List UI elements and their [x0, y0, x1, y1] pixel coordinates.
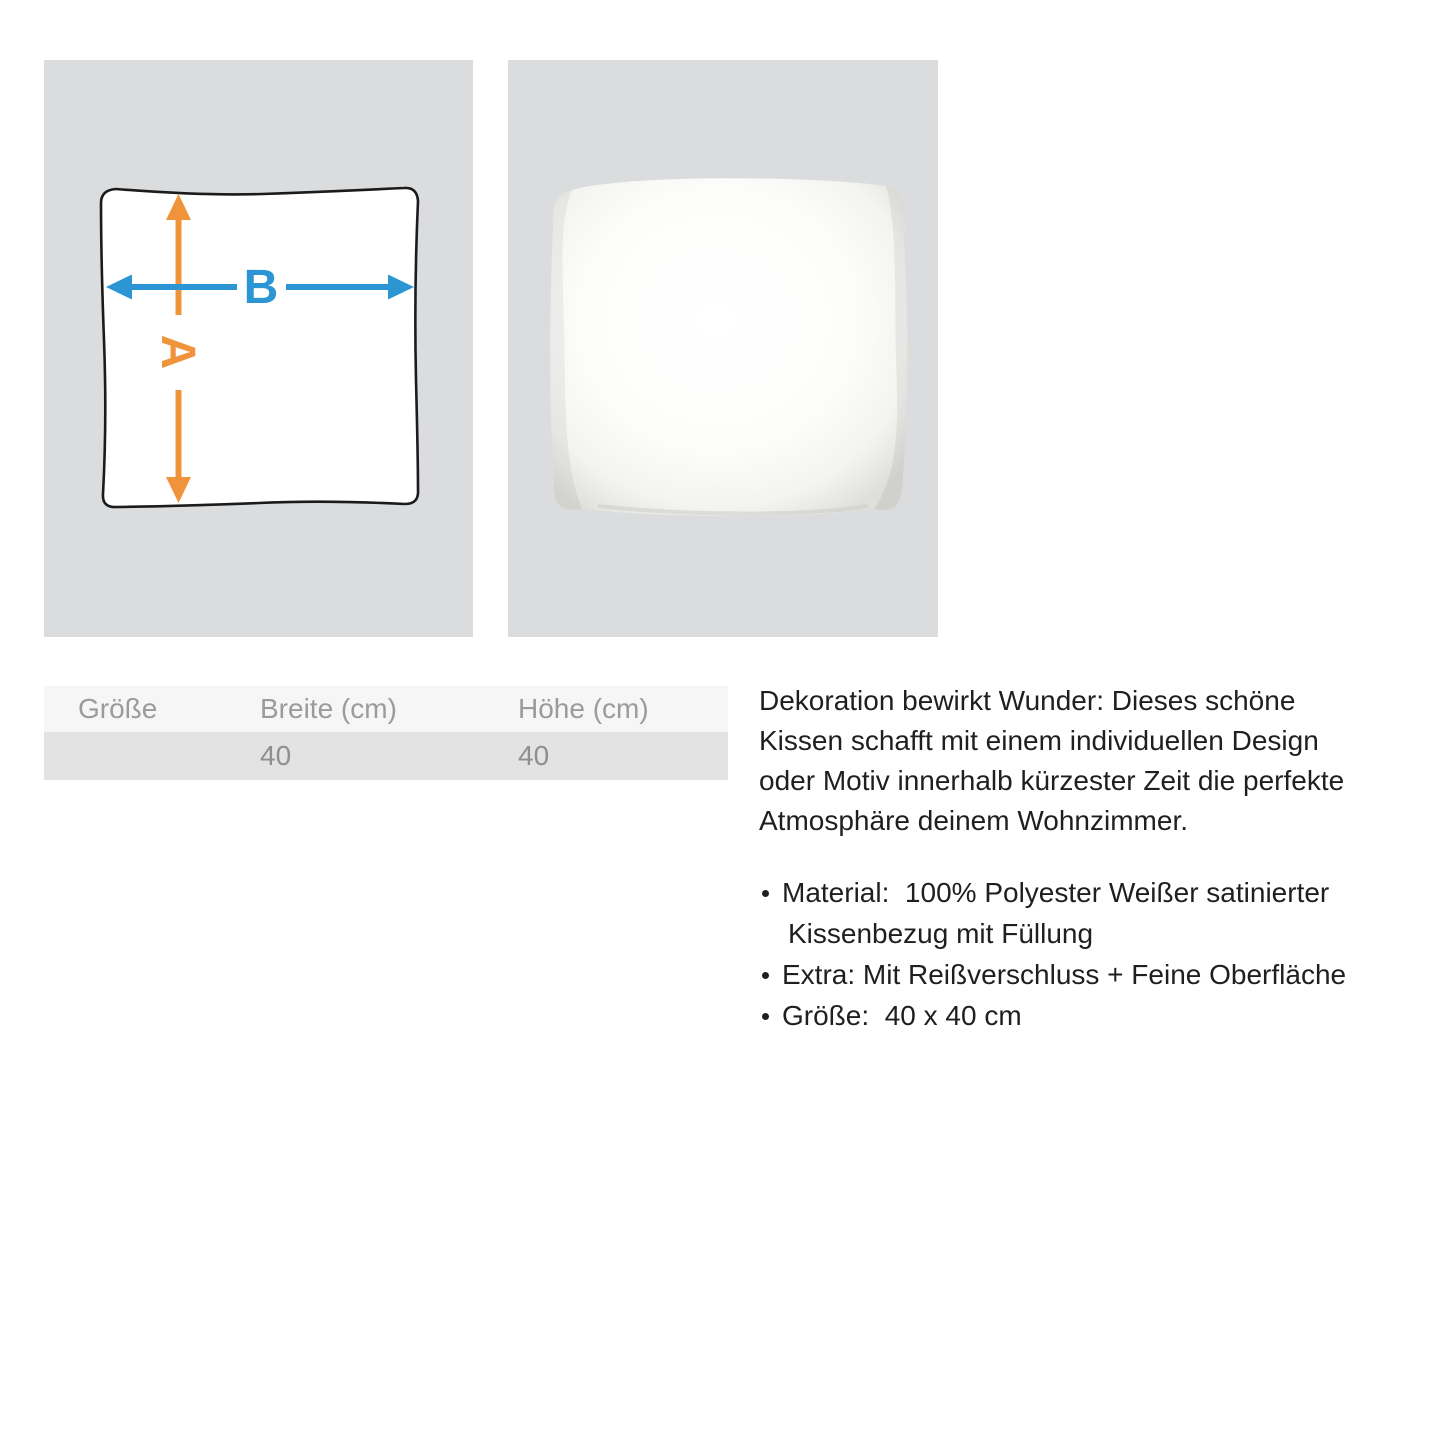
bullet-icon — [762, 1013, 769, 1020]
feature-line: Material: 100% Polyester Weißer satinierter — [782, 877, 1330, 908]
size-table — [44, 686, 728, 780]
label-b: B — [243, 261, 279, 314]
feature-line: Größe: 40 x 40 cm — [782, 1000, 1022, 1031]
size-table-header-breite: Breite (cm) — [260, 693, 397, 724]
size-diagram-panel — [44, 60, 473, 637]
size-table-row — [44, 732, 728, 780]
arrow-b-shaft-right — [286, 284, 398, 290]
pillow-photo — [508, 60, 938, 637]
size-diagram — [44, 60, 473, 637]
feature-item-material — [759, 872, 1445, 954]
label-a: A — [151, 334, 204, 370]
feature-line: Kissenbezug mit Füllung — [788, 918, 1094, 949]
feature-list — [759, 872, 1445, 1036]
arrow-a-shaft-top — [176, 212, 182, 315]
feature-item-extra — [759, 954, 1445, 995]
description-line: Dekoration bewirkt Wunder: Dieses schöne — [759, 685, 1296, 716]
description-paragraph — [759, 681, 1445, 841]
size-cell-breite: 40 — [260, 740, 292, 771]
description-line: Atmosphäre deinem Wohnzimmer. — [759, 805, 1188, 836]
description-line: Kissen schafft mit einem individuellen Design — [759, 725, 1319, 756]
size-table-header-groesse: Größe — [78, 693, 158, 724]
size-cell-groesse — [44, 732, 260, 780]
size-cell-hoehe: 40 — [518, 740, 550, 771]
bullet-icon — [762, 890, 769, 897]
size-table-header-hoehe: Höhe (cm) — [518, 693, 649, 724]
feature-line: Extra: Mit Reißverschluss + Feine Oberfläche — [782, 959, 1347, 990]
pillow-outline — [101, 188, 418, 507]
bullet-icon — [762, 972, 769, 979]
arrow-b-shaft-left — [122, 284, 237, 290]
description-line: oder Motiv innerhalb kürzester Zeit die perfekte — [759, 765, 1345, 796]
product-description — [759, 681, 1445, 1036]
product-photo-panel — [508, 60, 938, 637]
feature-item-groesse — [759, 995, 1445, 1036]
arrow-a-shaft-bottom — [176, 390, 182, 485]
size-table-header-row — [44, 686, 728, 732]
pillow-shape — [550, 178, 907, 516]
